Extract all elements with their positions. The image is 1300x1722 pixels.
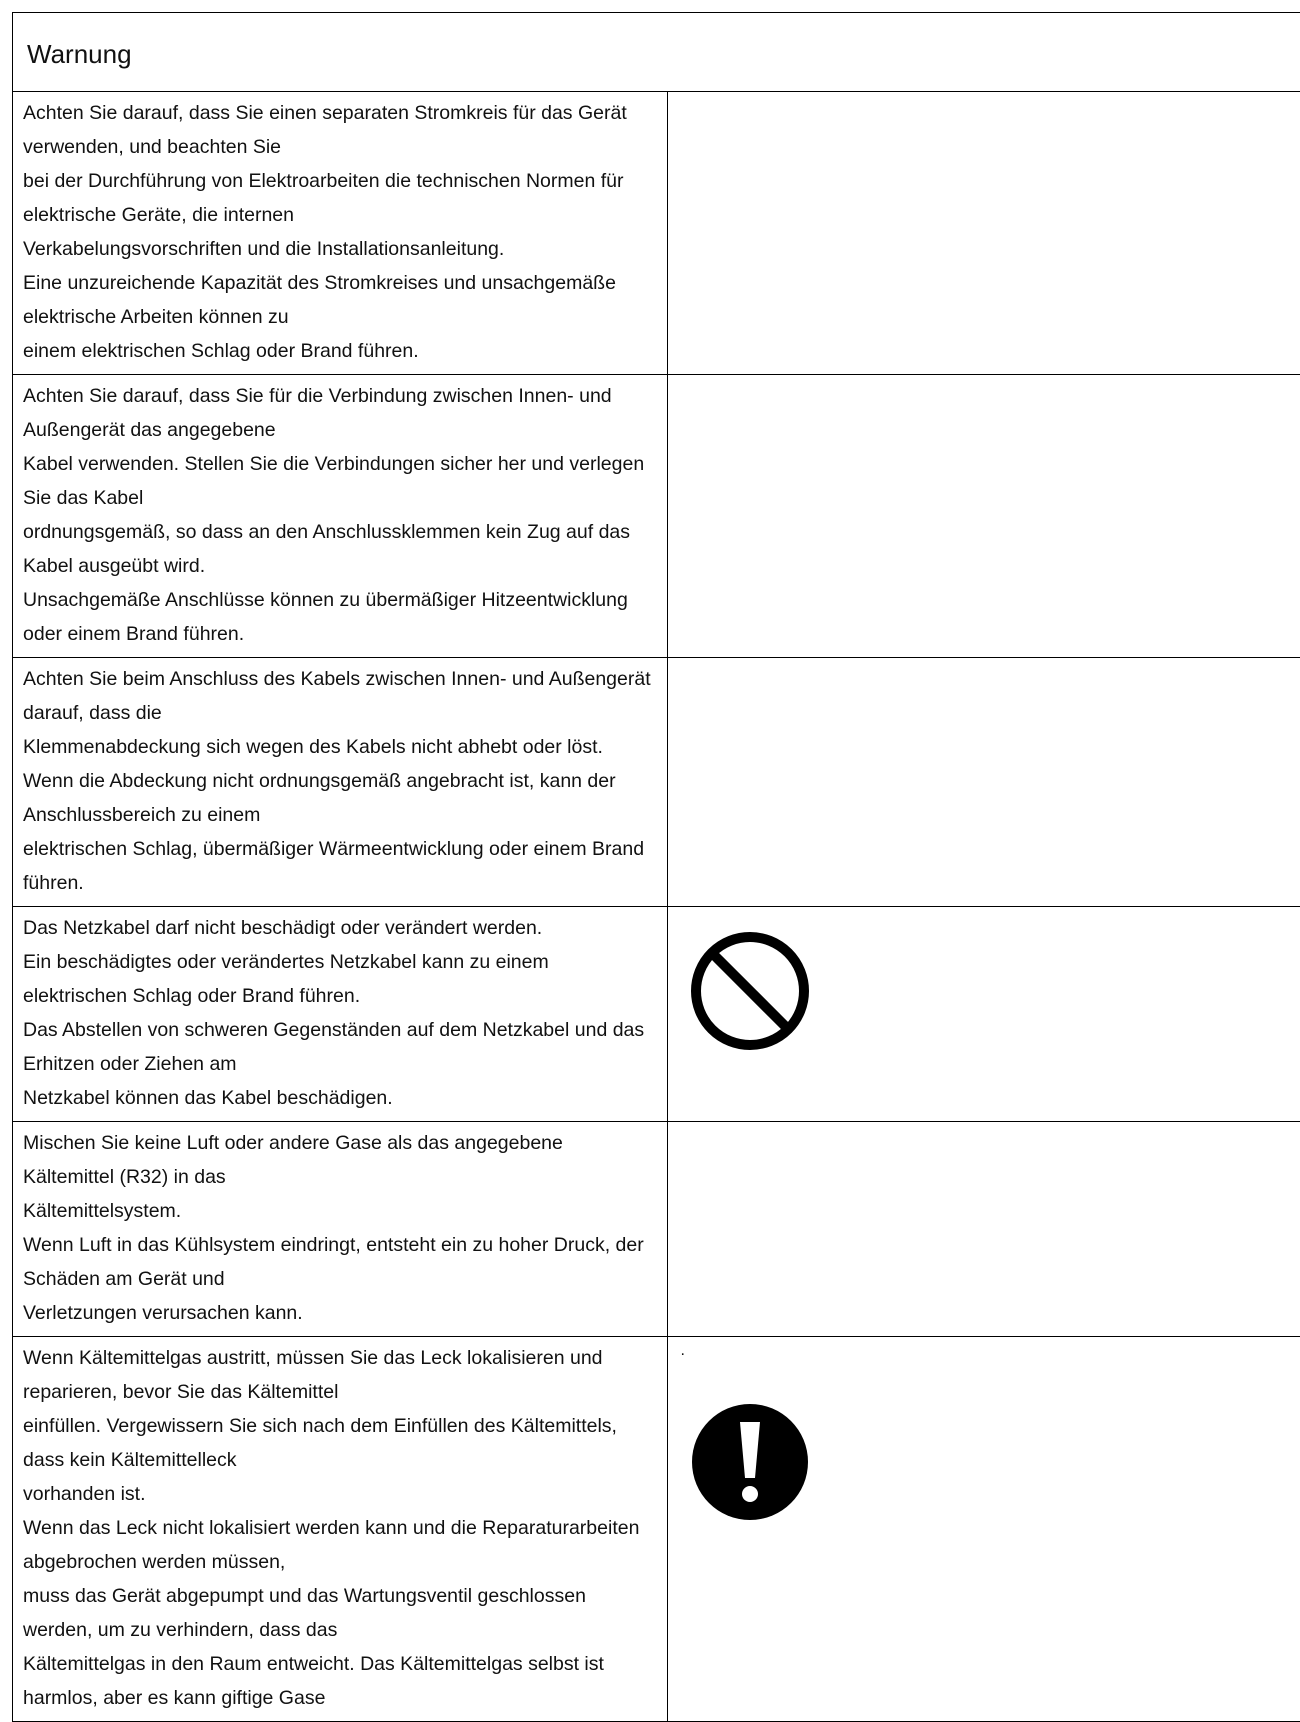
prohibition-icon: [688, 929, 812, 1058]
icon-cell: [667, 658, 1300, 907]
icon-cell: [667, 907, 1300, 1122]
table-row: [13, 375, 1300, 658]
warning-paragraph: Das Netzkabel darf nicht beschädigt oder verändert werden.: [23, 911, 653, 945]
warning-paragraph: Achten Sie beim Anschluss des Kabels zwischen Innen- und Außengerät darauf, dass die Klemmenabdeckung sich wegen des Kabels nicht abhebt oder löst.: [23, 662, 653, 764]
table-row: [13, 1337, 1300, 1722]
warning-consequence: Ein beschädigtes oder verändertes Netzkabel kann zu einem elektrischen Schlag oder Brand führen.: [23, 945, 653, 1013]
icon-cell: [667, 1337, 1300, 1722]
warning-paragraph: Achten Sie darauf, dass Sie für die Verbindung zwischen Innen- und Außengerät das angegebene Kabel verwenden. Stellen Sie die Verbindungen sicher her und verlegen Sie das Kabel ordnungsgemäß, so dass an den Anschlussklemmen kein Zug auf das Kabel ausgeübt wird.: [23, 379, 653, 583]
warning-paragraph: Achten Sie darauf, dass Sie einen separaten Stromkreis für das Gerät verwenden, und beachten Sie bei der Durchführung von Elektroarbeiten die technischen Normen für elektrische Geräte, die internen Verkabelungsvorschriften und die Installationsanleitung.: [23, 96, 653, 266]
table-row: [13, 658, 1300, 907]
header-row: [13, 13, 1300, 92]
table-row: [13, 92, 1300, 375]
warning-consequence: Wenn Luft in das Kühlsystem eindringt, entsteht ein zu hoher Druck, der Schäden am Gerät und Verletzungen verursachen kann.: [23, 1228, 653, 1330]
table-row: [13, 907, 1300, 1122]
table-row: [13, 1122, 1300, 1337]
warning-text-cell: [13, 375, 668, 658]
icon-cell: [667, 1122, 1300, 1337]
warning-text-cell: [13, 1122, 668, 1337]
icon-cell: [667, 375, 1300, 658]
warning-text-cell: [13, 92, 668, 375]
warning-consequence: Unsachgemäße Anschlüsse können zu übermäßiger Hitzeentwicklung oder einem Brand führen.: [23, 583, 653, 651]
warning-paragraph: Wenn Kältemittelgas austritt, müssen Sie das Leck lokalisieren und reparieren, bevor Sie das Kältemittel einfüllen. Vergewissern Sie sich nach dem Einfüllen des Kältemittels, dass kein Kältemittelleck vorhanden ist.: [23, 1341, 653, 1511]
warning-paragraph: Das Abstellen von schweren Gegenständen auf dem Netzkabel und das Erhitzen oder Ziehen am Netzkabel können das Kabel beschädigen.: [23, 1013, 653, 1115]
warning-consequence: Wenn die Abdeckung nicht ordnungsgemäß angebracht ist, kann der Anschlussbereich zu einem elektrischen Schlag, übermäßiger Wärmeentwicklung oder einem Brand führen.: [23, 764, 653, 900]
warning-consequence: Eine unzureichende Kapazität des Stromkreises und unsachgemäße elektrische Arbeiten können zu einem elektrischen Schlag oder Brand führen.: [23, 266, 653, 368]
warning-title: Warnung: [13, 13, 1300, 92]
warning-table: [12, 12, 1300, 1722]
warning-text-cell: [13, 1337, 668, 1722]
warning-paragraph: Mischen Sie keine Luft oder andere Gase als das angegebene Kältemittel (R32) in das Kältemittelsystem.: [23, 1126, 653, 1228]
marker-dot: .: [681, 1343, 685, 1359]
warning-text-cell: [13, 658, 668, 907]
exclamation-icon: [688, 1400, 812, 1529]
icon-cell: [667, 92, 1300, 375]
warning-consequence: Wenn das Leck nicht lokalisiert werden kann und die Reparaturarbeiten abgebrochen werden müssen, muss das Gerät abgepumpt und das Wartungsventil geschlossen werden, um zu verhindern, dass das Kältemittelgas in den Raum entweicht. Das Kältemittelgas selbst ist harmlos, aber es kann giftige Gase: [23, 1511, 653, 1715]
warning-text-cell: [13, 907, 668, 1122]
